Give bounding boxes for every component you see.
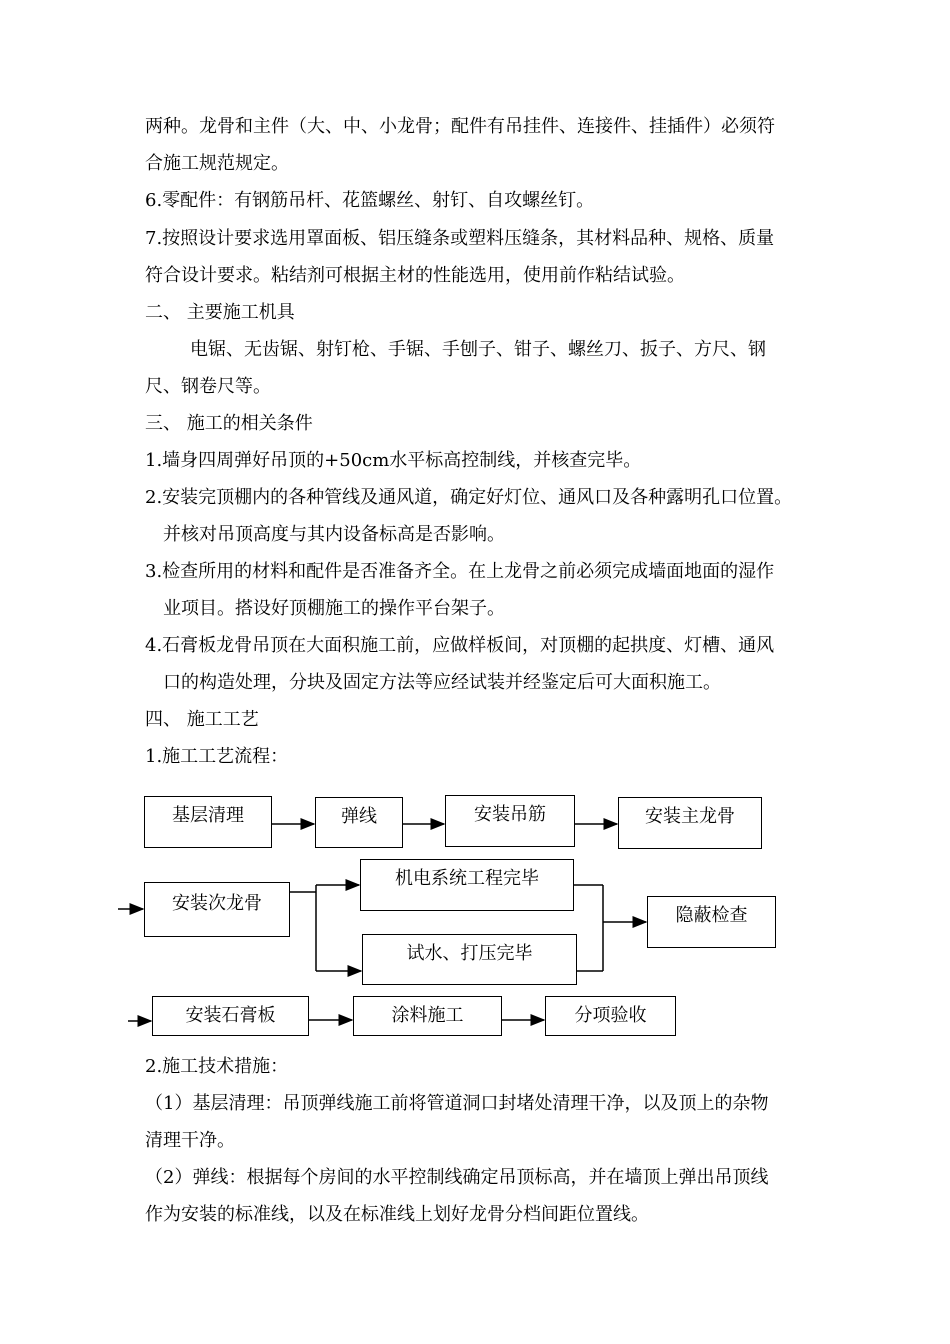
flow-step-box: 试水、打压完毕 xyxy=(362,934,577,985)
paragraph-line: 合施工规范规定。 xyxy=(145,153,289,174)
condition-item: 4.石膏板龙骨吊顶在大面积施工前，应做样板间，对顶棚的起拱度、灯槽、通风 xyxy=(145,635,775,656)
paragraph-line: 7.按照设计要求选用罩面板、铝压缝条或塑料压缝条，其材料品种、规格、质量 xyxy=(145,228,775,249)
condition-item: 3.检查所用的材料和配件是否准备齐全。在上龙骨之前必须完成墙面地面的湿作 xyxy=(145,561,775,582)
paragraph-line: 6.零配件：有钢筋吊杆、花篮螺丝、射钉、自攻螺丝钉。 xyxy=(145,190,595,211)
flow-step-box: 涂料施工 xyxy=(353,996,502,1036)
paragraph-line: 清理干净。 xyxy=(145,1130,235,1151)
section-heading: 四、 施工工艺 xyxy=(145,709,259,730)
condition-item: 业项目。搭设好顶棚施工的操作平台架子。 xyxy=(163,598,505,619)
flow-step-box: 机电系统工程完毕 xyxy=(360,859,574,911)
section-subtitle: 2.施工技术措施： xyxy=(145,1056,289,1077)
flow-step-box: 基层清理 xyxy=(144,796,272,848)
flow-step-box: 分项验收 xyxy=(545,996,676,1036)
paragraph-line: 作为安装的标准线，以及在标准线上划好龙骨分档间距位置线。 xyxy=(145,1204,649,1225)
section-heading: 三、 施工的相关条件 xyxy=(145,413,313,434)
paragraph-line: （2）弹线：根据每个房间的水平控制线确定吊顶标高，并在墙顶上弹出吊顶线 xyxy=(145,1167,769,1188)
condition-item: 并核对吊顶高度与其内设备标高是否影响。 xyxy=(163,524,505,545)
flow-step-box: 隐蔽检查 xyxy=(647,896,776,948)
paragraph-line: （1）基层清理：吊顶弹线施工前将管道洞口封堵处清理干净，以及顶上的杂物 xyxy=(145,1093,769,1114)
flow-step-box: 安装次龙骨 xyxy=(144,882,290,937)
condition-item: 2.安装完顶棚内的各种管线及通风道，确定好灯位、通风口及各种露明孔口位置。 xyxy=(145,487,793,508)
paragraph-line: 电锯、无齿锯、射钉枪、手锯、手刨子、钳子、螺丝刀、扳子、方尺、钢 xyxy=(190,339,766,360)
paragraph-line: 符合设计要求。粘结剂可根据主材的性能选用，使用前作粘结试验。 xyxy=(145,265,685,286)
section-heading: 二、 主要施工机具 xyxy=(145,302,295,323)
flow-step-box: 弹线 xyxy=(315,797,403,848)
flow-step-box: 安装吊筋 xyxy=(445,795,575,847)
paragraph-line: 尺、钢卷尺等。 xyxy=(145,376,271,397)
paragraph-line: 两种。龙骨和主件（大、中、小龙骨；配件有吊挂件、连接件、挂插件）必须符 xyxy=(145,116,775,137)
flow-step-box: 安装石膏板 xyxy=(152,996,309,1036)
flow-step-box: 安装主龙骨 xyxy=(618,797,762,849)
condition-item: 口的构造处理，分块及固定方法等应经试装并经鉴定后可大面积施工。 xyxy=(163,672,721,693)
flow-title: 1.施工工艺流程： xyxy=(145,746,289,767)
condition-item: 1.墙身四周弹好吊顶的+50cm水平标高控制线，并核查完毕。 xyxy=(145,450,642,471)
